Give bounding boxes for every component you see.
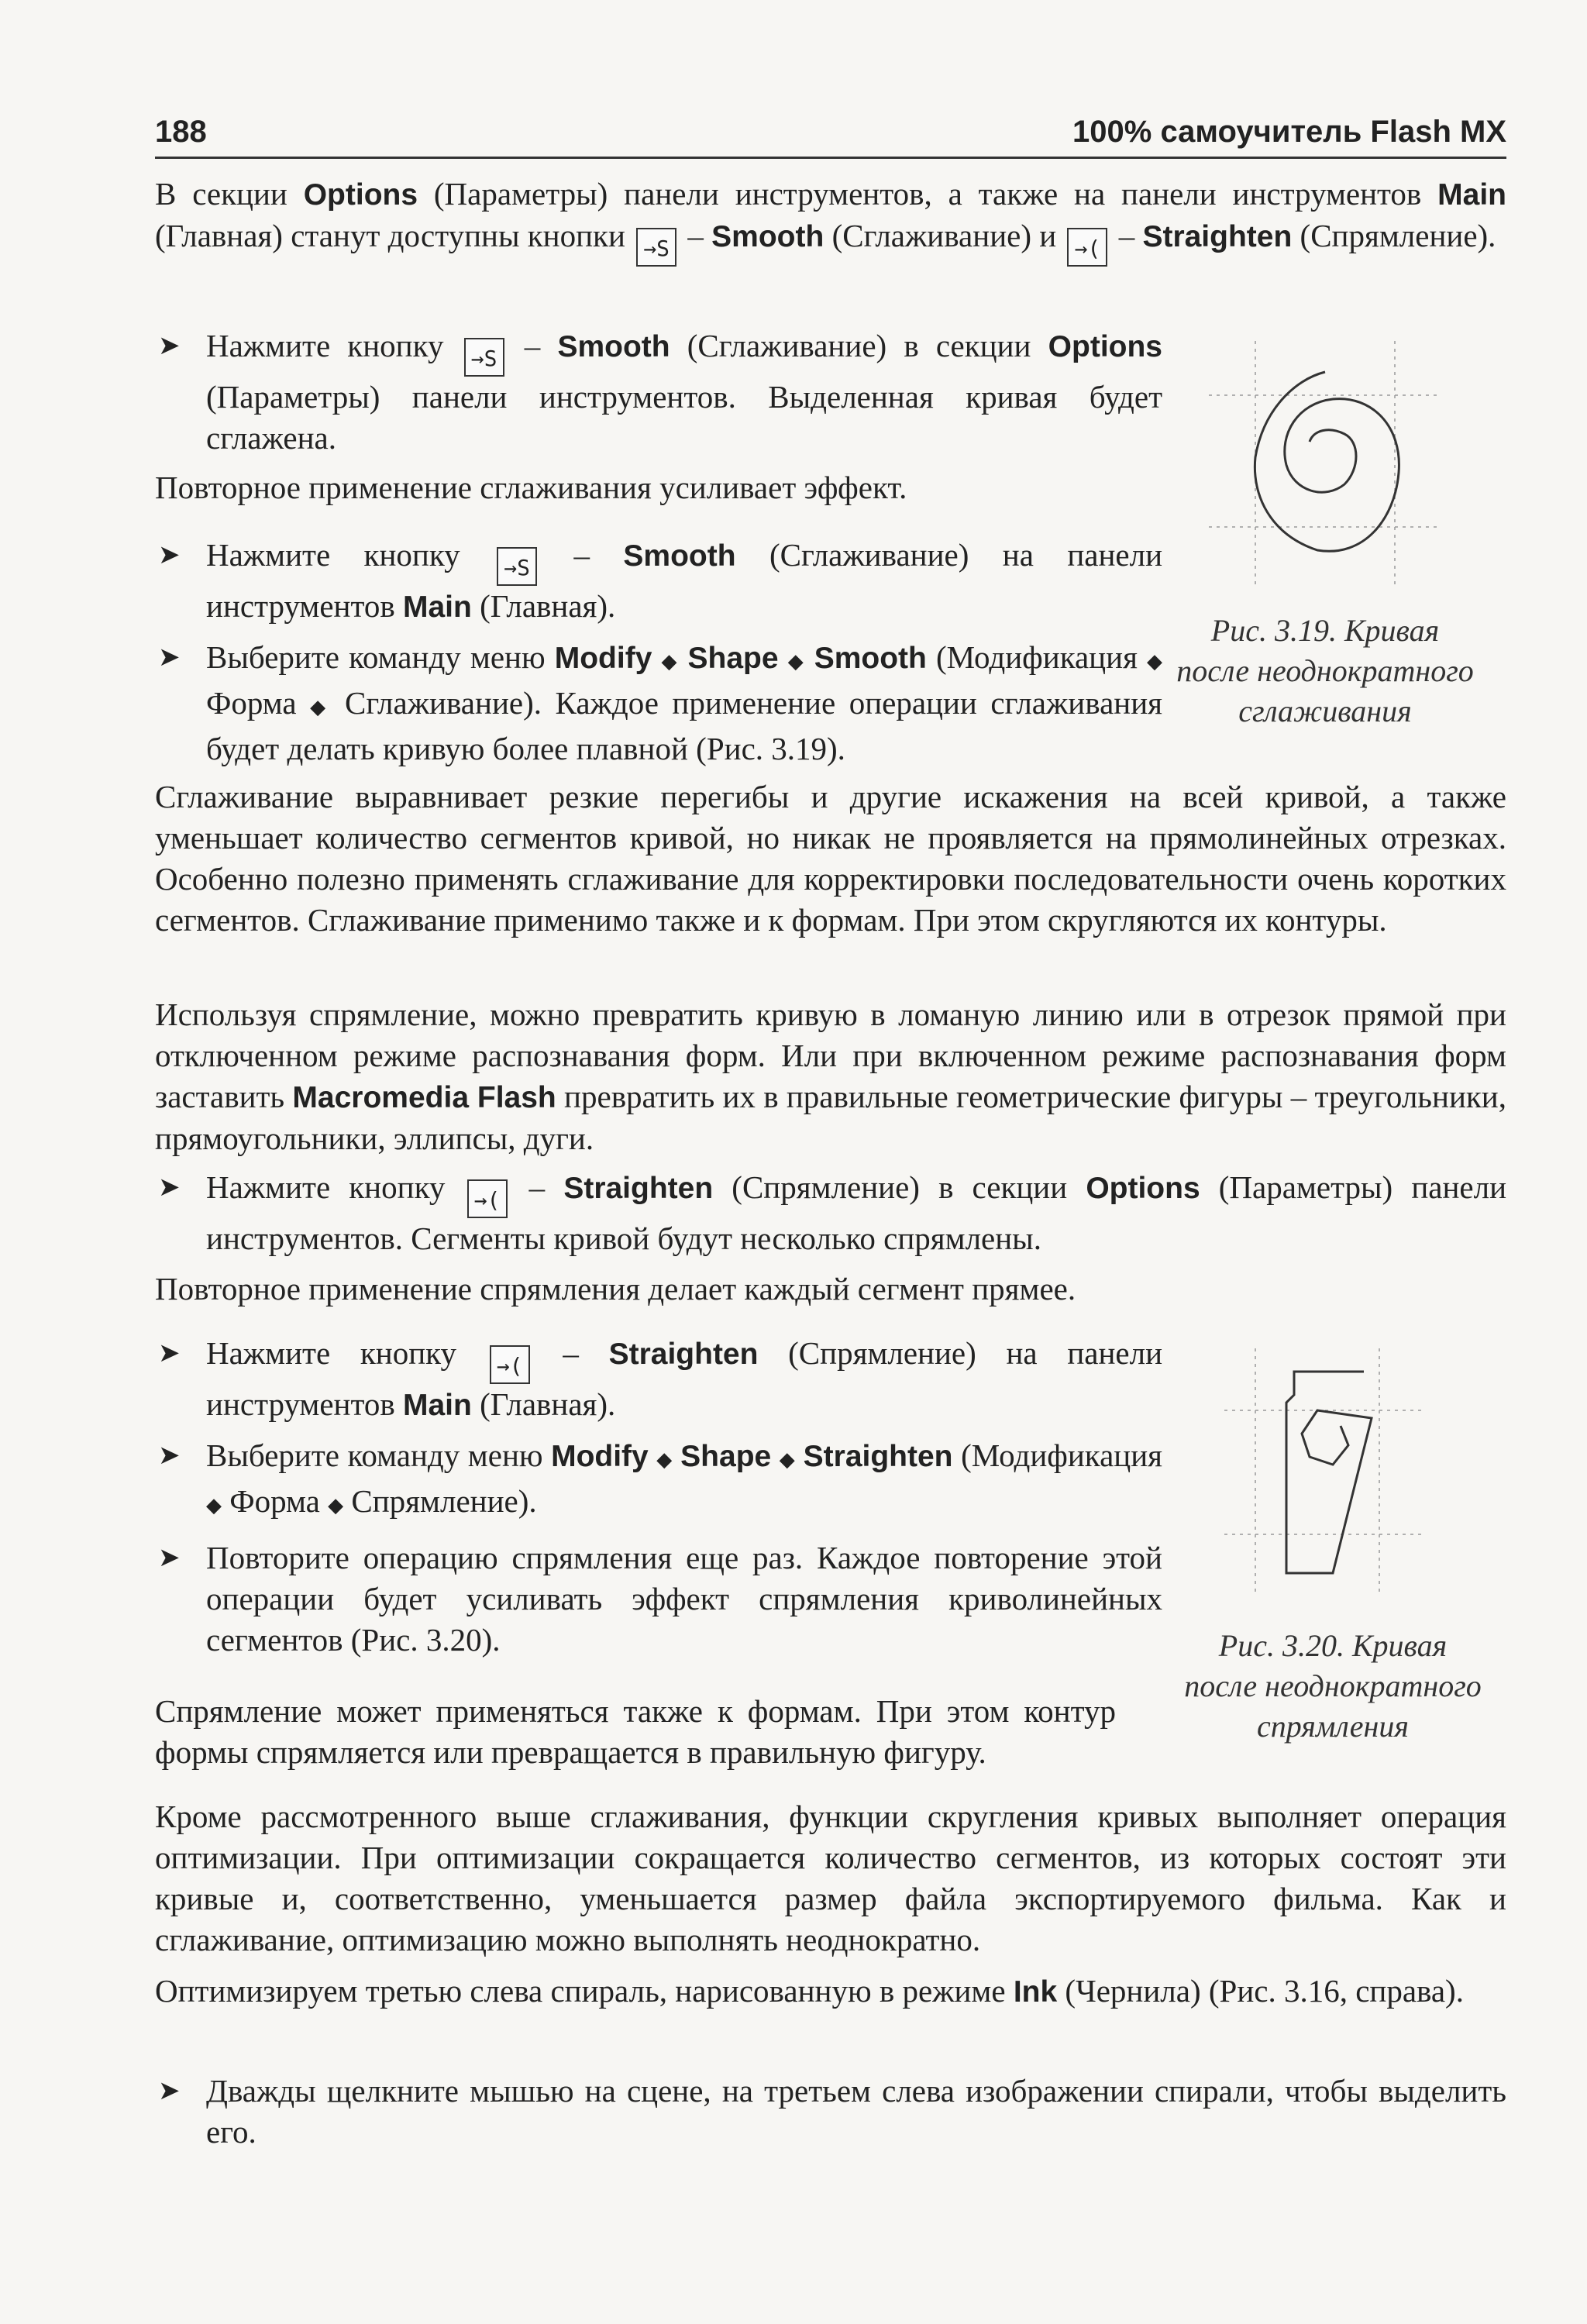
bullet-step-select-spiral: ➤ Дважды щелкните мышью на сцене, на третьем слева изображении спирали, чтобы выделить его. xyxy=(155,2071,1506,2153)
bullet-arrow-icon: ➤ xyxy=(158,1542,181,1573)
paragraph-smooth-description: Сглаживание выравнивает резкие перегибы и другие искажения на всей кривой, а также уменьшает количество сегментов кривой, но никак не проявляется на прямолинейных отрезках. Особенно полезно применять сглаживание для корректировки последовательности очень коротких сегментов. Сглаживание применимо также и к формам. При этом скругляются их контуры. xyxy=(155,779,1506,938)
bullet-step-straighten-options: ➤ Нажмите кнопку →( – Straighten (Спрямление) в секции Options (Параметры) панели инструментов. Сегменты кривой будут несколько спрямлены. xyxy=(155,1167,1506,1259)
book-title: 100% самоучитель Flash MX xyxy=(1072,115,1506,149)
figure-straightened-curve xyxy=(1224,1333,1426,1612)
bullet-step-smooth-main: ➤ Нажмите кнопку →S – Smooth (Сглаживание) на панели инструментов Main (Главная). xyxy=(155,535,1162,628)
bullet-arrow-icon: ➤ xyxy=(158,642,181,673)
bullet-arrow-icon: ➤ xyxy=(158,2075,181,2106)
smoothed-spiral-curve xyxy=(1255,372,1399,551)
straightened-spiral-curve xyxy=(1286,1372,1372,1573)
figure-3-19-caption: Рис. 3.19. Кривая после неоднократного сглаживания xyxy=(1176,613,1474,728)
bullet-step-straighten-main: ➤ Нажмите кнопку →( – Straighten (Спрямление) на панели инструментов Main (Главная). xyxy=(155,1333,1162,1426)
figure-3-20-caption: Рис. 3.20. Кривая после неоднократного спрямления xyxy=(1184,1628,1482,1744)
bullet-step-straighten-menu: ➤ Выберите команду меню Modify ◆ Shape ◆ Straighten (Модификация ◆ Форма ◆ Спрямление). xyxy=(155,1435,1162,1527)
paragraph-optimize: Кроме рассмотренного выше сглаживания, функции скругления кривых выполняет операция оптимизации. При оптимизации сокращается количество сегментов, из которых состоят эти кривые и, соответственно, уменьшается размер файла экспортируемого фильма. Как и сглаживание, оптимизацию можно выполнять неоднократно. xyxy=(155,1799,1506,1957)
straighten-icon: →( xyxy=(490,1345,530,1384)
bullet-arrow-icon: ➤ xyxy=(158,1172,181,1203)
bullet-step-smooth-options: ➤ Нажмите кнопку →S – Smooth (Сглаживание) в секции Options (Параметры) панели инструментов. Выделенная кривая будет сглажена. xyxy=(155,325,1162,459)
straighten-icon: →( xyxy=(1067,228,1107,267)
bullet-arrow-icon: ➤ xyxy=(158,1338,181,1369)
intro-paragraph: В секции Options (Параметры) панели инструментов, а также на панели инструментов Main (Главная) станут доступны кнопки →S – Smooth (Сглаживание) и →( – Straighten (Спрямление). xyxy=(155,174,1506,267)
figure-smoothed-curve xyxy=(1209,325,1441,604)
page-number: 188 xyxy=(155,115,207,149)
paragraph-repeat-smooth: Повторное применение сглаживания усиливает эффект. xyxy=(155,470,907,505)
smooth-icon: →S xyxy=(636,228,676,267)
bullet-step-straighten-repeat: ➤ Повторите операцию спрямления еще раз. Каждое повторение этой операции будет усиливать эффект спрямления криволинейных сегментов (Рис. 3.20). xyxy=(155,1537,1162,1661)
paragraph-shapes: Спрямление может применяться также к формам. При этом контур формы спрямляется или превращается в правильную фигуру. xyxy=(155,1693,1116,1770)
page-header xyxy=(155,108,1506,159)
bullet-arrow-icon: ➤ xyxy=(158,1440,181,1471)
bullet-arrow-icon: ➤ xyxy=(158,330,181,361)
paragraph-repeat-straighten: Повторное применение спрямления делает каждый сегмент прямее. xyxy=(155,1271,1076,1307)
paragraph-ink: Оптимизируем третью слева спираль, нарисованную в режиме Ink (Чернила) (Рис. 3.16, справа). xyxy=(155,1973,1464,2009)
bullet-step-smooth-menu: ➤ Выберите команду меню Modify ◆ Shape ◆ Smooth (Модификация ◆ Форма ◆ Сглаживание). Каждое применение операции сглаживания будет делать кривую более плавной (Рис. 3.19). xyxy=(155,637,1162,770)
smooth-icon: →S xyxy=(464,338,504,377)
smooth-icon: →S xyxy=(497,547,537,586)
bullet-arrow-icon: ➤ xyxy=(158,539,181,570)
straighten-icon: →( xyxy=(467,1179,508,1218)
paragraph-straighten-description: Используя спрямление, можно превратить кривую в ломаную линию или в отрезок прямой при отключенном режиме распознавания форм. Или при включенном режиме распознавания форм заставить Macromedia Flash превратить их в правильные геометрические фигуры – треугольники, прямоугольники, эллипсы, дуги. xyxy=(155,997,1506,1156)
